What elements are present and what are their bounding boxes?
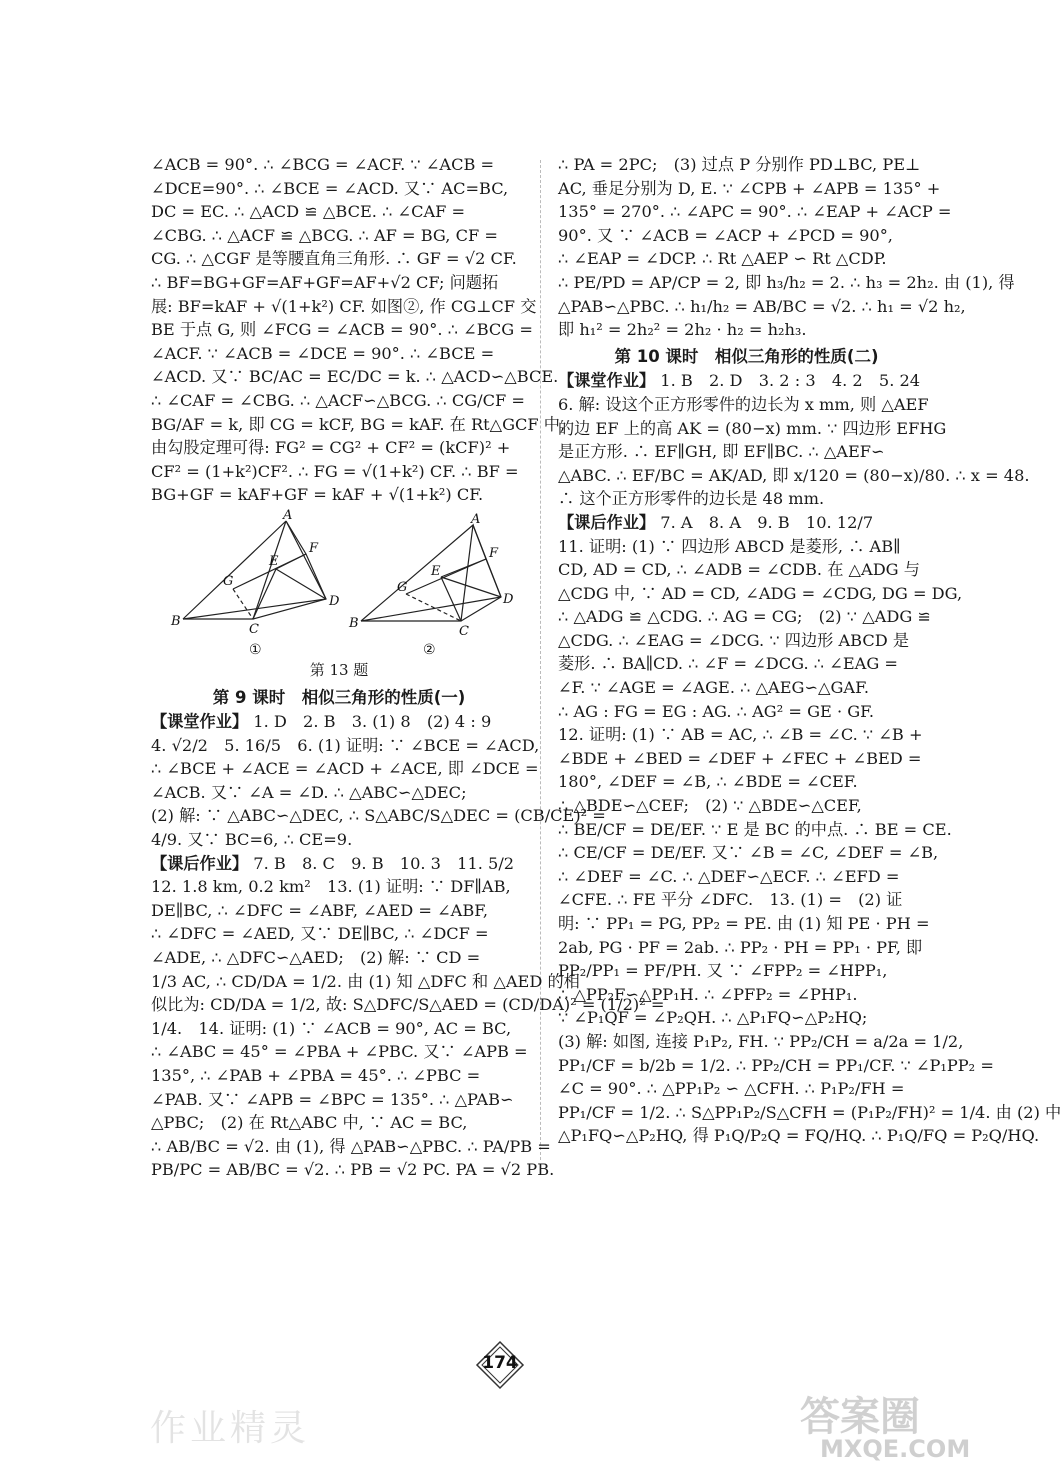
watermark-url: MXQE.COM <box>820 1435 971 1463</box>
solution-line: DC = EC. ∴ △ACD ≌ △BCE. ∴ ∠CAF = <box>151 202 466 222</box>
watermark-logo: 答案圈 <box>800 1394 920 1440</box>
fig2-label-f: F <box>489 545 499 561</box>
lesson10-after-solution <box>558 535 1061 1148</box>
lesson10-after-label: 【课后作业】 <box>558 512 656 532</box>
fig1-label-c: C <box>249 621 259 637</box>
solution-line: △PAB∽△PBC. ∴ h₁/h₂ = AB/BC = √2. ∴ h₁ = √2 h₂, <box>558 296 966 316</box>
lesson9-after-answer-text: 7. B 8. C 9. B 10. 3 11. 5/2 <box>253 853 515 873</box>
lesson9-heading: 第 9 课时 相似三角形的性质(一) <box>212 687 466 707</box>
solution-line: ∴ ∠ABC = 45° = ∠PBA + ∠PBC. 又∵ ∠APB = <box>151 1042 528 1062</box>
solution-line: AC, 垂足分别为 D, E. ∵ ∠CPB + ∠APB = 135° + <box>558 178 941 198</box>
solution-line: △P₁FQ∽△P₂HQ, 得 P₁Q/P₂Q = FQ/HQ. ∴ P₁Q/FQ = P₂Q/HQ. <box>558 1126 1040 1146</box>
solution-line: PP₁/CF = 1/2. ∴ S△PP₁P₂/S△CFH = (P₁P₂/FH)² = 1/4. 由 (2) 中 <box>558 1102 1061 1122</box>
solution-line: ∴ △BDE∽△CEF; (2) ∵ △BDE∽△CEF, <box>558 796 862 816</box>
lesson10-heading: 第 10 课时 相似三角形的性质(二) <box>614 346 879 366</box>
fig2-number: ② <box>423 641 436 658</box>
solution-line: ∠ACF. ∵ ∠ACB = ∠DCE = 90°. ∴ ∠BCE = <box>151 343 495 363</box>
solution-line: ∠F. ∵ ∠AGE = ∠AGE. ∴ △AEG∽△GAF. <box>558 678 869 698</box>
solution-line: ∠PAB. 又∵ ∠APB = ∠BPC = 135°. ∴ △PAB∽ <box>151 1089 514 1109</box>
solution-line: △CDG. ∴ ∠EAG = ∠DCG. ∵ 四边形 ABCD 是 <box>558 630 910 650</box>
solution-line: ∴ 这个正方形零件的边长是 48 mm. <box>558 489 825 509</box>
solution-line: 11. 证明: (1) ∵ 四边形 ABCD 是菱形, ∴ AB∥ <box>558 536 901 556</box>
page-number: 174 <box>482 1353 518 1373</box>
solution-line: BE 于点 G, 则 ∠FCG = ∠ACB = 90°. ∴ ∠BCG = <box>151 320 533 340</box>
figure-13 <box>151 509 527 659</box>
solution-line: 135°, ∴ ∠PAB + ∠PBA = 45°. ∴ ∠PBC = <box>151 1066 481 1085</box>
solution-line: CD, AD = CD, ∴ ∠ADB = ∠CDB. 在 △ADG 与 <box>558 560 920 580</box>
solution-line: 1/4. 14. 证明: (1) ∵ ∠ACB = 90°, AC = BC, <box>151 1018 512 1038</box>
right-column <box>558 153 1061 1148</box>
lesson10-class-answer-text: 1. B 2. D 3. 2 : 3 4. 2 5. 24 <box>660 371 921 391</box>
lesson9-class-answer-text: 1. D 2. B 3. (1) 8 (2) 4 : 9 <box>253 712 492 732</box>
lesson10-class-answers <box>558 369 935 393</box>
solution-line: ∠CFE. ∴ FE 平分 ∠DFC. 13. (1) = (2) 证 <box>558 890 903 910</box>
solution-line: CF² = (1+k²)CF². ∴ FG = √(1+k²) CF. ∴ BF = <box>151 461 519 481</box>
solution-line: ∴ ∠DFC = ∠AED, 又∵ DE∥BC, ∴ ∠DCF = <box>151 924 489 944</box>
solution-line: ∴ △ADG ≌ △CDG. ∴ AG = CG; (2) ∵ △ADG ≌ <box>558 607 931 627</box>
lesson9-class-answers <box>151 710 527 734</box>
solution-line: ∴ ∠CAF = ∠CBG. ∴ △ACF∽△BCG. ∴ CG/CF = <box>151 390 525 410</box>
solution-line: 即 h₁² = 2h₂² = 2h₂ · h₂ = h₂h₃. <box>558 320 807 340</box>
fig1-label-a: A <box>283 507 293 523</box>
fig1-triangle-abc <box>183 521 286 619</box>
lesson9-class-label: 【课堂作业】 <box>151 712 249 732</box>
fig2-label-b: B <box>349 615 359 631</box>
solution-line: ∴ CE/CF = DE/EF. 又∵ ∠B = ∠C, ∠DEF = ∠B, <box>558 843 939 863</box>
solution-line: 180°, ∠DEF = ∠B, ∴ ∠BDE = ∠CEF. <box>558 772 858 792</box>
solution-line: 12. 证明: (1) ∵ AB = AC, ∴ ∠B = ∠C. ∵ ∠B + <box>558 725 923 745</box>
solution-line: ∠DCE=90°. ∴ ∠BCE = ∠ACD. 又∵ AC=BC, <box>151 178 509 198</box>
solution-line: 是正方形. ∴ EF∥GH, 即 EF∥BC. ∴ △AEF∽ <box>558 442 885 462</box>
solution-line: 由勾股定理可得: FG² = CG² + CF² = (kCF)² + <box>151 438 511 458</box>
solution-line: (2) 解: ∵ △ABC∽△DEC, ∴ S△ABC/S△DEC = (CB/CE)² = <box>151 806 606 826</box>
lesson10-after-answers <box>558 511 935 535</box>
fig2-label-e: E <box>431 563 441 579</box>
watermark-left: 作业精灵 <box>150 1408 311 1449</box>
solution-line: ∴ ∠EAP = ∠DCP. ∴ Rt △AEP ∽ Rt △CDP. <box>558 249 887 269</box>
solution-line: 展: BF=kAF + √(1+k²) CF. 如图②, 作 CG⊥CF 交 <box>151 296 537 316</box>
solution-line: 6. 解: 设这个正方形零件的边长为 x mm, 则 △AEF <box>558 394 929 414</box>
lesson10-after-answer-text: 7. A 8. A 9. B 10. 12/7 <box>660 512 874 532</box>
left-column <box>151 153 665 1182</box>
solution-line: 4. √2/2 5. 16/5 6. (1) 证明: ∵ ∠BCE = ∠ACD, <box>151 735 540 755</box>
solution-line: 12. 1.8 km, 0.2 km² 13. (1) 证明: ∵ DF∥AB, <box>151 877 511 897</box>
solution-line: CG. ∴ △CGF 是等腰直角三角形. ∴ GF = √2 CF. <box>151 249 517 269</box>
solution-line: ∴ ∠BCE + ∠ACE = ∠ACD + ∠ACE, 即 ∠DCE = <box>151 759 539 779</box>
solution-line: ∴ AG : FG = EG : AG. ∴ AG² = GE · GF. <box>558 701 875 721</box>
fig1-label-d: D <box>329 593 340 609</box>
lesson9-after-solution <box>151 875 665 1182</box>
solution-line: ∠CBG. ∴ △ACF ≌ △BCG. ∴ AF = BG, CF = <box>151 225 498 245</box>
geometry-figure <box>161 509 521 659</box>
solution-line: ∴ △PP₂F∽△PP₁H. ∴ ∠PFP₂ = ∠PHP₁. <box>558 984 858 1004</box>
solution-line: 1/3 AC, ∴ CD/DA = 1/2. 由 (1) 知 △DFC 和 △AED 的相 <box>151 971 580 991</box>
solution-line: PB/PC = AB/BC = √2. ∴ PB = √2 PC. PA = √2 PB. <box>151 1160 555 1180</box>
fig1-label-f: F <box>309 540 319 556</box>
solution-line: ∠C = 90°. ∴ △PP₁P₂ ∽ △CFH. ∴ P₁P₂/FH = <box>558 1079 905 1099</box>
solution-line: PP₁/CF = b/2b = 1/2. ∴ PP₂/CH = PP₁/CF. ∵ ∠P₁PP₂ = <box>558 1055 994 1075</box>
fig1-label-e: E <box>269 553 279 569</box>
right-top-solution <box>558 153 1015 342</box>
solution-line: 2ab, PG · PF = 2ab. ∴ PP₂ · PH = PP₁ · PF, 即 <box>558 937 923 957</box>
solution-line: BG/AF = k, 即 CG = kCF, BG = kAF. 在 Rt△GCF 中, <box>151 414 566 434</box>
solution-line: 135° = 270°. ∴ ∠APC = 90°. ∴ ∠EAP + ∠ACP = <box>558 202 952 222</box>
lesson10-solution <box>558 393 1030 511</box>
fig1-number: ① <box>249 641 262 658</box>
fig2-triangle-abc <box>361 525 473 621</box>
solution-line: ∠ACD. 又∵ BC/AC = EC/DC = k. ∴ △ACD∽△BCE. <box>151 367 559 387</box>
fig2-label-c: C <box>459 623 469 639</box>
solution-line: ∴ BF=BG+GF=AF+GF=AF+√2 CF; 问题拓 <box>151 272 499 292</box>
solution-line: (3) 解: 如图, 连接 P₁P₂, FH. ∵ PP₂/CH = a/2a = 1/2, <box>558 1031 964 1051</box>
solution-line: ∴ AB/BC = √2. 由 (1), 得 △PAB∽△PBC. ∴ PA/PB = <box>151 1136 551 1156</box>
solution-line: ∴ PE/PD = AP/CP = 2, 即 h₃/h₂ = 2. ∴ h₃ = 2h₂. 由 (1), 得 <box>558 272 1015 292</box>
solution-line: ∵ ∠P₁QF = ∠P₂QH. ∴ △P₁FQ∽△P₂HQ; <box>558 1008 868 1028</box>
solution-line: ∴ PA = 2PC; (3) 过点 P 分别作 PD⊥BC, PE⊥ <box>558 155 921 174</box>
left-top-solution <box>151 153 566 507</box>
solution-line: DE∥BC, ∴ ∠DFC = ∠ABF, ∠AED = ∠ABF, <box>151 900 489 920</box>
fig1-label-b: B <box>171 613 181 629</box>
solution-line: 的边 EF 上的高 AK = (80−x) mm. ∵ 四边形 EFHG <box>558 418 947 438</box>
solution-line: △PBC; (2) 在 Rt△ABC 中, ∵ AC = BC, <box>151 1113 468 1133</box>
solution-line: PP₂/PP₁ = PF/PH. 又 ∵ ∠FPP₂ = ∠HPP₁, <box>558 961 888 981</box>
solution-line: 90°. 又 ∵ ∠ACB = ∠ACP + ∠PCD = 90°, <box>558 225 893 245</box>
fig2-label-a: A <box>471 511 481 527</box>
lesson9-solution <box>151 734 606 852</box>
solution-line: ∠ADE, ∴ △DFC∽△AED; (2) 解: ∵ CD = <box>151 948 481 968</box>
solution-line: ∠BDE + ∠BED = ∠DEF + ∠FEC + ∠BED = <box>558 748 922 768</box>
solution-line: ∴ ∠DEF = ∠C. ∴ △DEF∽△ECF. ∴ ∠EFD = <box>558 866 900 886</box>
figure-caption: 第 13 题 <box>309 660 369 679</box>
lesson9-after-answers <box>151 852 527 876</box>
solution-line: 菱形. ∴ BA∥CD. ∴ ∠F = ∠DCG. ∴ ∠EAG = <box>558 654 898 674</box>
fig2-label-d: D <box>503 591 514 607</box>
solution-line: ∠ACB. 又∵ ∠A = ∠D. ∴ △ABC∽△DEC; <box>151 782 467 802</box>
solution-line: △ABC. ∴ EF/BC = AK/AD, 即 x/120 = (80−x)/80. ∴ x = 48. <box>558 465 1030 485</box>
fig2-label-g: G <box>397 579 408 595</box>
lesson9-after-label: 【课后作业】 <box>151 853 249 873</box>
fig1-label-g: G <box>223 573 234 589</box>
solution-line: BG+GF = kAF+GF = kAF + √(1+k²) CF. <box>151 485 484 505</box>
solution-line: △CDG 中, ∵ AD = CD, ∠ADG = ∠CDG, DG = DG, <box>558 583 963 603</box>
solution-line: 明: ∵ PP₁ = PG, PP₂ = PE. 由 (1) 知 PE · PH = <box>558 914 930 933</box>
solution-line: 4/9. 又∵ BC=6, ∴ CE=9. <box>151 830 353 850</box>
solution-line: ∠ACB = 90°. ∴ ∠BCG = ∠ACF. ∵ ∠ACB = <box>151 155 495 174</box>
solution-line: ∴ BE/CF = DE/EF. ∵ E 是 BC 的中点. ∴ BE = CE. <box>558 819 952 839</box>
lesson10-class-label: 【课堂作业】 <box>558 371 656 391</box>
solution-line: 似比为: CD/DA = 1/2, 故: S△DFC/S△AED = (CD/DA)² = (1/2)² = <box>151 995 665 1015</box>
